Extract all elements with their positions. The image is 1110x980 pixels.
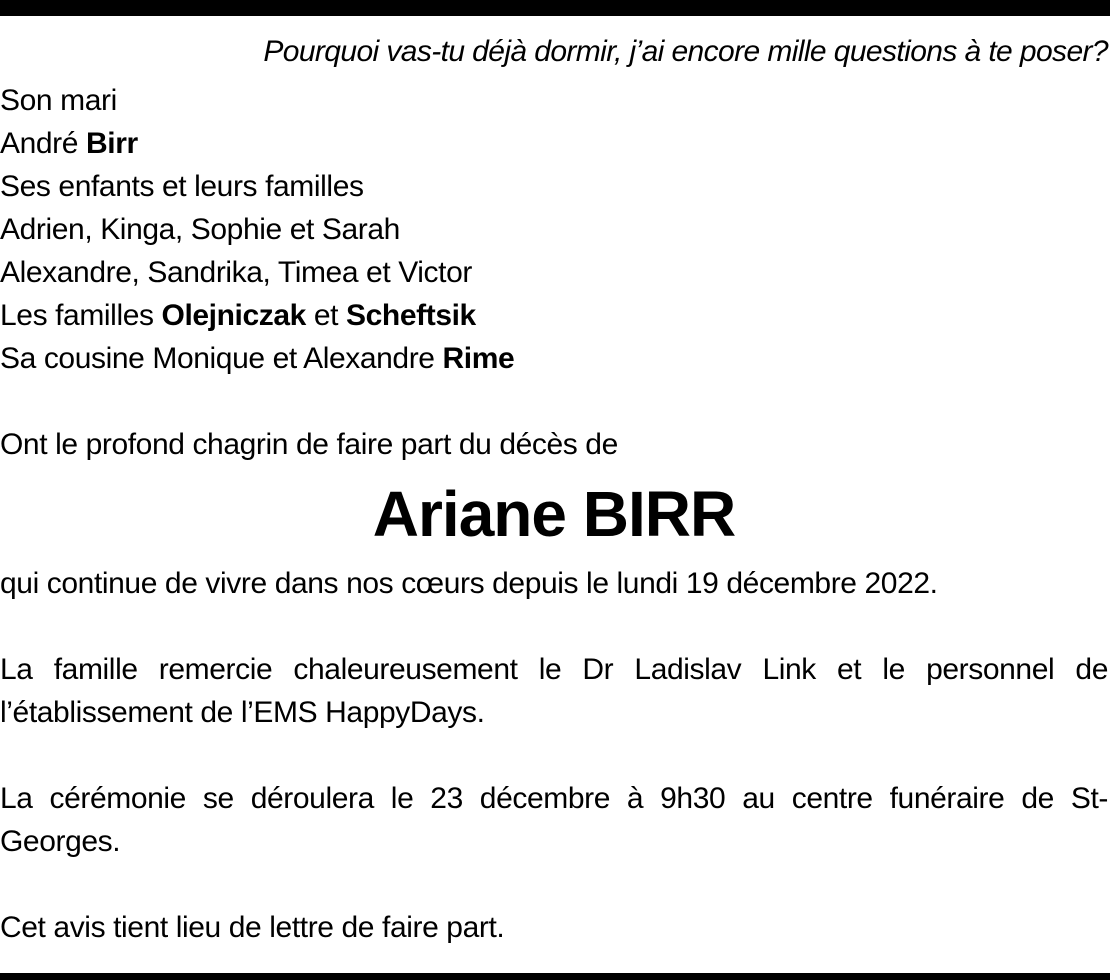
family-line <box>0 79 1108 122</box>
family-line-text: et <box>305 299 347 332</box>
family-surname: Olejniczak <box>161 299 306 332</box>
bottom-border-rule <box>0 973 1110 980</box>
spacer <box>0 734 1108 777</box>
spacer <box>0 863 1108 906</box>
epigraph-quote: Pourquoi vas-tu déjà dormir, j’ai encore mille questions à te poser? <box>263 35 1108 68</box>
obituary-notice <box>0 30 1108 949</box>
family-line-text: André <box>0 127 86 160</box>
family-surname: Scheftsik <box>346 299 476 332</box>
family-line <box>0 251 1108 294</box>
ceremony-paragraph: La cérémonie se déroulera le 23 décembre à 9h30 au centre funéraire de St-Georges. <box>0 782 1108 858</box>
spacer <box>0 605 1108 648</box>
family-line-text: Son mari <box>0 84 117 117</box>
family-line-text: Adrien, Kinga, Sophie et Sarah <box>0 213 400 246</box>
family-line <box>0 122 1108 165</box>
thanks-paragraph: La famille remercie chaleureusement le Dr Ladislav Link et le personnel de l’établissement de l’EMS HappyDays. <box>0 653 1108 729</box>
family-surname: Birr <box>86 127 138 160</box>
family-line-text: Alexandre, Sandrika, Timea et Victor <box>0 256 472 289</box>
family-line <box>0 294 1108 337</box>
spacer <box>0 380 1108 423</box>
top-border-rule <box>0 0 1110 16</box>
closing-text: Cet avis tient lieu de lettre de faire part. <box>0 911 505 944</box>
family-line <box>0 208 1108 251</box>
date-line: qui continue de vivre dans nos cœurs depuis le lundi 19 décembre 2022. <box>0 567 938 600</box>
deceased-name: Ariane BIRR <box>372 478 736 550</box>
family-line-text: Les familles <box>0 299 162 332</box>
family-line-text: Ses enfants et leurs familles <box>0 170 364 203</box>
family-line-text: Sa cousine Monique et Alexandre <box>0 342 443 375</box>
family-line <box>0 337 1108 380</box>
family-surname: Rime <box>442 342 515 375</box>
family-line <box>0 165 1108 208</box>
family-list <box>0 79 1108 380</box>
announcement-text: Ont le profond chagrin de faire part du décès de <box>0 428 618 461</box>
